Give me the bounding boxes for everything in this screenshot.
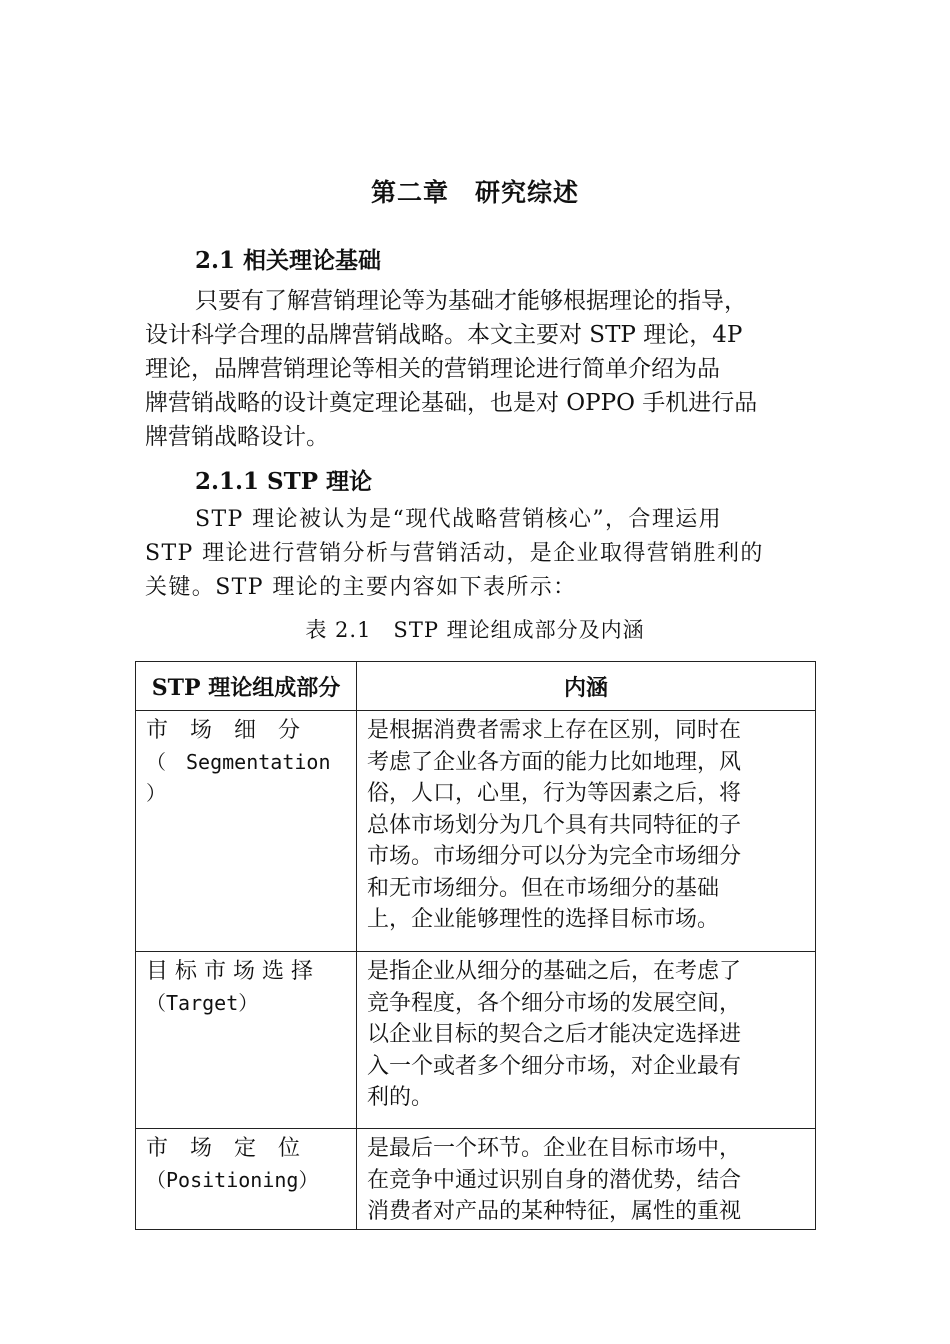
meaning-line: 总体市场划分为几个具有共同特征的子 xyxy=(367,812,742,838)
part-line: 目 标 市 场 选 择 xyxy=(146,959,313,984)
paragraph-line: STP 理论进行营销分析与营销活动，是企业取得营销胜利的 xyxy=(145,541,764,566)
paragraph-line: 关键。STP 理论的主要内容如下表所示： xyxy=(145,575,577,600)
part-line: （ Segmentation xyxy=(146,749,331,774)
stp-table xyxy=(135,661,816,1230)
part-cell xyxy=(136,1129,357,1230)
table-header-row xyxy=(136,662,816,711)
part-cell xyxy=(136,711,357,952)
part-line: （Target） xyxy=(146,990,259,1015)
meaning-line: 俗，人口，心里，行为等因素之后，将 xyxy=(367,781,742,806)
meaning-line: 考虑了企业各方面的能力比如地理，风 xyxy=(367,749,742,775)
meaning-line: 以企业目标的契合之后才能决定选择进 xyxy=(367,1022,742,1047)
meaning-line: 在竞争中通过识别自身的潜优势，结合 xyxy=(367,1167,742,1193)
meaning-line: 是最后一个环节。企业在目标市场中， xyxy=(367,1136,742,1161)
meaning-line: 上，企业能够理性的选择目标市场。 xyxy=(367,907,720,932)
meaning-line: 市场。市场细分可以分为完全市场细分 xyxy=(367,844,742,869)
intro-paragraph xyxy=(145,284,810,454)
meaning-line: 竞争程度，各个细分市场的发展空间， xyxy=(367,990,742,1016)
stp-paragraph xyxy=(145,503,810,605)
part-line: ） xyxy=(146,781,166,805)
part-cell xyxy=(136,952,357,1129)
meaning-line: 是指企业从细分的基础之后，在考虑了 xyxy=(367,959,742,984)
paragraph-line: 设计科学合理的品牌营销战略。本文主要对 STP 理论，4P xyxy=(145,322,743,348)
subsection-heading: 2.1.1 STP 理论 xyxy=(195,468,373,495)
meaning-cell xyxy=(357,1129,816,1230)
chapter-title: 第二章 研究综述 xyxy=(370,178,579,207)
meaning-line: 利的。 xyxy=(367,1085,434,1110)
paragraph-line: 牌营销战略的设计奠定理论基础，也是对 OPPO 手机进行品 xyxy=(145,390,758,416)
part-line: 市 场 定 位 xyxy=(146,1136,301,1161)
meaning-line: 和无市场细分。但在市场细分的基础 xyxy=(367,875,720,901)
meaning-cell xyxy=(357,711,816,952)
paragraph-line: 理论，品牌营销理论等相关的营销理论进行简单介绍为品 xyxy=(145,356,720,382)
meaning-cell xyxy=(357,952,816,1129)
table-row xyxy=(136,1129,816,1230)
meaning-line: 消费者对产品的某种特征，属性的重视 xyxy=(367,1199,742,1224)
table-caption: 表 2.1 STP 理论组成部分及内涵 xyxy=(305,618,645,642)
meaning-line: 是根据消费者需求上存在区别，同时在 xyxy=(367,718,742,743)
header-part: STP 理论组成部分 xyxy=(136,662,357,711)
table-row xyxy=(136,711,816,952)
paragraph-line: 牌营销战略设计。 xyxy=(145,424,329,450)
header-meaning: 内涵 xyxy=(357,662,816,711)
paragraph-line: STP 理论被认为是“现代战略营销核心”，合理运用 xyxy=(195,507,723,532)
part-line: 市 场 细 分 xyxy=(146,718,301,743)
paragraph-line: 只要有了解营销理论等为基础才能够根据理论的指导， xyxy=(195,288,747,314)
section-heading: 2.1 相关理论基础 xyxy=(195,247,382,274)
part-line: （Positioning） xyxy=(146,1167,319,1192)
table-row xyxy=(136,952,816,1129)
meaning-line: 入一个或者多个细分市场，对企业最有 xyxy=(367,1053,742,1079)
